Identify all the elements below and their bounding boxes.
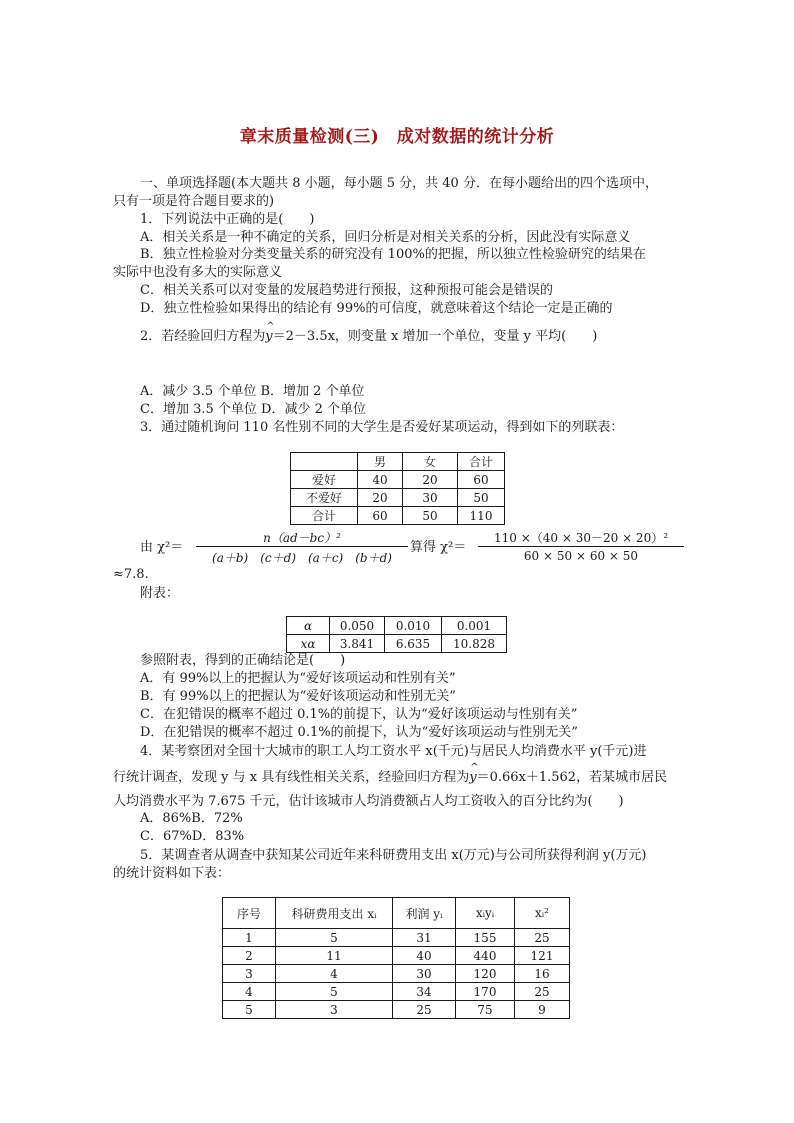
- table-cell: 10.828: [442, 635, 507, 653]
- table-cell: 30: [393, 965, 456, 983]
- q3-option-c: C．在犯错误的概率不超过 0.1%的前提下，认为“爱好该项运动与性别有关”: [140, 707, 578, 722]
- chi-square-prefix: 由 χ²＝: [140, 540, 184, 555]
- q2-prefix: 2．若经验回归方程为: [140, 329, 266, 344]
- table-cell: 科研费用支出 xᵢ: [276, 898, 393, 929]
- table-cell: 50: [458, 489, 505, 507]
- q1-option-b-cont: 实际中也没有多大的实际意义: [113, 265, 283, 280]
- table-cell: 男: [358, 453, 403, 471]
- table-header-row: [291, 453, 505, 471]
- table-cell: 50: [403, 507, 458, 525]
- page-title: 章末质量检测(三) 成对数据的统计分析: [239, 127, 555, 147]
- section-heading: 一、单项选择题(本大题共 8 小题，每小题 5 分，共 40 分．在每小题给出的四个选项中，: [140, 176, 658, 191]
- table-cell: 25: [393, 1001, 456, 1019]
- q4-line-1: 4．某考察团对全国十大城市的职工人均工资水平 x(千元)与居民人均消费水平 y(千元)进: [140, 744, 647, 759]
- table-cell: 6.635: [385, 635, 442, 653]
- table-cell: 60: [458, 471, 505, 489]
- table-cell: 3: [223, 965, 276, 983]
- table-cell: xᵢyᵢ: [456, 898, 515, 929]
- q3-option-a: A．有 99%以上的把握认为“爱好该项运动和性别有关”: [140, 671, 456, 686]
- q1-option-c: C．相关关系可以对变量的发展趋势进行预报，这种预报可能会是错误的: [140, 283, 553, 298]
- y-hat-symbol: ^ y: [469, 769, 476, 786]
- table-header-row: [223, 898, 570, 929]
- table-cell: 4: [223, 983, 276, 1001]
- research-data-table: [222, 897, 570, 1019]
- q1-option-d: D．独立性检验如果得出的结论有 99%的可信度，就意味着这个结论一定是正确的: [140, 301, 613, 316]
- table-cell: xα: [287, 635, 330, 653]
- chi-formula-numerator: n（ad－bc）²: [263, 531, 341, 545]
- table-cell: 120: [456, 965, 515, 983]
- table-row: [291, 489, 505, 507]
- fraction-bar: [478, 546, 684, 547]
- table-cell: 60: [358, 507, 403, 525]
- table-row: [287, 635, 507, 653]
- table-cell: 0.010: [385, 617, 442, 635]
- q2-options-ab: A．减少 3.5 个单位 B．增加 2 个单位: [140, 384, 365, 399]
- table-cell: 440: [456, 947, 515, 965]
- q4-line-2-suffix: ＝0.66x＋1.562，若某城市居民: [476, 770, 668, 785]
- table-row: [223, 929, 570, 947]
- q4-line-2-prefix: 行统计调查，发现 y 与 x 具有线性相关关系，经验回归方程为: [113, 770, 470, 785]
- table-cell: 170: [456, 983, 515, 1001]
- q1-option-a: A．相关关系是一种不确定的关系，回归分析是对相关关系的分析，因此没有实际意义: [140, 230, 631, 245]
- q4-options-ab: A．86%B．72%: [140, 811, 243, 826]
- table-cell: 31: [393, 929, 456, 947]
- q2-equation: ＝2－3.5x，则变量 x 增加一个单位，变量 y 平均( ): [272, 329, 598, 344]
- critical-value-table: [286, 616, 507, 653]
- fraction-bar: [196, 546, 408, 547]
- table-cell: 11: [276, 947, 393, 965]
- table-cell: xᵢ²: [515, 898, 570, 929]
- table-cell: [291, 453, 358, 471]
- chi-calc-label: 算得 χ²＝: [410, 540, 467, 555]
- table-cell: 5: [276, 983, 393, 1001]
- table-cell: 合计: [291, 507, 358, 525]
- chi-calc-denominator: 60 × 50 × 60 × 50: [523, 549, 639, 563]
- table-row: [223, 983, 570, 1001]
- table-cell: 3: [276, 1001, 393, 1019]
- table-cell: 合计: [458, 453, 505, 471]
- table-cell: 1: [223, 929, 276, 947]
- table-cell: 9: [515, 1001, 570, 1019]
- q5-line-1: 5．某调查者从调查中获知某公司近年来科研费用支出 x(万元)与公司所获得利润 y(万元): [140, 848, 647, 863]
- q3-conclusion-stem: 参照附表，得到的正确结论是( ): [140, 653, 346, 668]
- table-row: [291, 471, 505, 489]
- q5-line-2: 的统计资料如下表：: [113, 866, 231, 881]
- q1-stem: 1．下列说法中正确的是( ): [140, 212, 315, 227]
- table-cell: 20: [358, 489, 403, 507]
- table-cell: 0.001: [442, 617, 507, 635]
- table-row: [223, 947, 570, 965]
- q2-options-cd: C．增加 3.5 个单位 D．减少 2 个单位: [140, 402, 366, 417]
- table-row: [223, 965, 570, 983]
- q3-option-b: B．有 99%以上的把握认为“爱好该项运动和性别无关”: [140, 689, 456, 704]
- table-row: [291, 507, 505, 525]
- table-cell: 20: [403, 471, 458, 489]
- table-cell: 25: [515, 929, 570, 947]
- table-cell: 不爱好: [291, 489, 358, 507]
- table-row: [223, 1001, 570, 1019]
- q2-stem: [140, 328, 597, 345]
- table-cell: 3.841: [330, 635, 385, 653]
- table-cell: 25: [515, 983, 570, 1001]
- table-cell: 75: [456, 1001, 515, 1019]
- table-cell: 5: [276, 929, 393, 947]
- attached-table-label: 附表：: [140, 586, 180, 601]
- table-cell: α: [287, 617, 330, 635]
- table-cell: 序号: [223, 898, 276, 929]
- y-hat-symbol: ^ y: [265, 328, 272, 345]
- chi-calc-numerator: 110 ×（40 × 30－20 × 20）²: [493, 531, 669, 545]
- table-cell: 30: [403, 489, 458, 507]
- table-cell: 34: [393, 983, 456, 1001]
- table-cell: 5: [223, 1001, 276, 1019]
- table-cell: 爱好: [291, 471, 358, 489]
- table-cell: 16: [515, 965, 570, 983]
- table-row: [287, 617, 507, 635]
- q3-option-d: D．在犯错误的概率不超过 0.1%的前提下，认为“爱好该项运动与性别无关”: [140, 725, 578, 740]
- table-cell: 40: [393, 947, 456, 965]
- table-cell: 4: [276, 965, 393, 983]
- chi-approx-value: ≈7.8.: [113, 567, 149, 582]
- q3-stem: 3．通过随机询问 110 名性别不同的大学生是否爱好某项运动，得到如下的列联表：: [140, 420, 624, 435]
- table-cell: 40: [358, 471, 403, 489]
- contingency-table: [290, 452, 505, 525]
- table-cell: 女: [403, 453, 458, 471]
- table-cell: 121: [515, 947, 570, 965]
- table-cell: 0.050: [330, 617, 385, 635]
- section-heading-cont: 只有一项是符合题目要求的): [113, 194, 275, 209]
- q4-line-2: [113, 769, 667, 786]
- q4-line-3: 人均消费水平为 7.675 千元，估计该城市人均消费额占人均工资收入的百分比约为( ): [113, 794, 624, 809]
- chi-formula-denominator: (a＋b) (c＋d) (a＋c) (b＋d): [212, 551, 392, 565]
- q4-options-cd: C．67%D．83%: [140, 829, 245, 844]
- table-cell: 利润 yᵢ: [393, 898, 456, 929]
- table-cell: 110: [458, 507, 505, 525]
- table-cell: 2: [223, 947, 276, 965]
- q1-option-b: B．独立性检验对分类变量关系的研究没有 100%的把握，所以独立性检验研究的结果在: [140, 247, 646, 262]
- table-cell: 155: [456, 929, 515, 947]
